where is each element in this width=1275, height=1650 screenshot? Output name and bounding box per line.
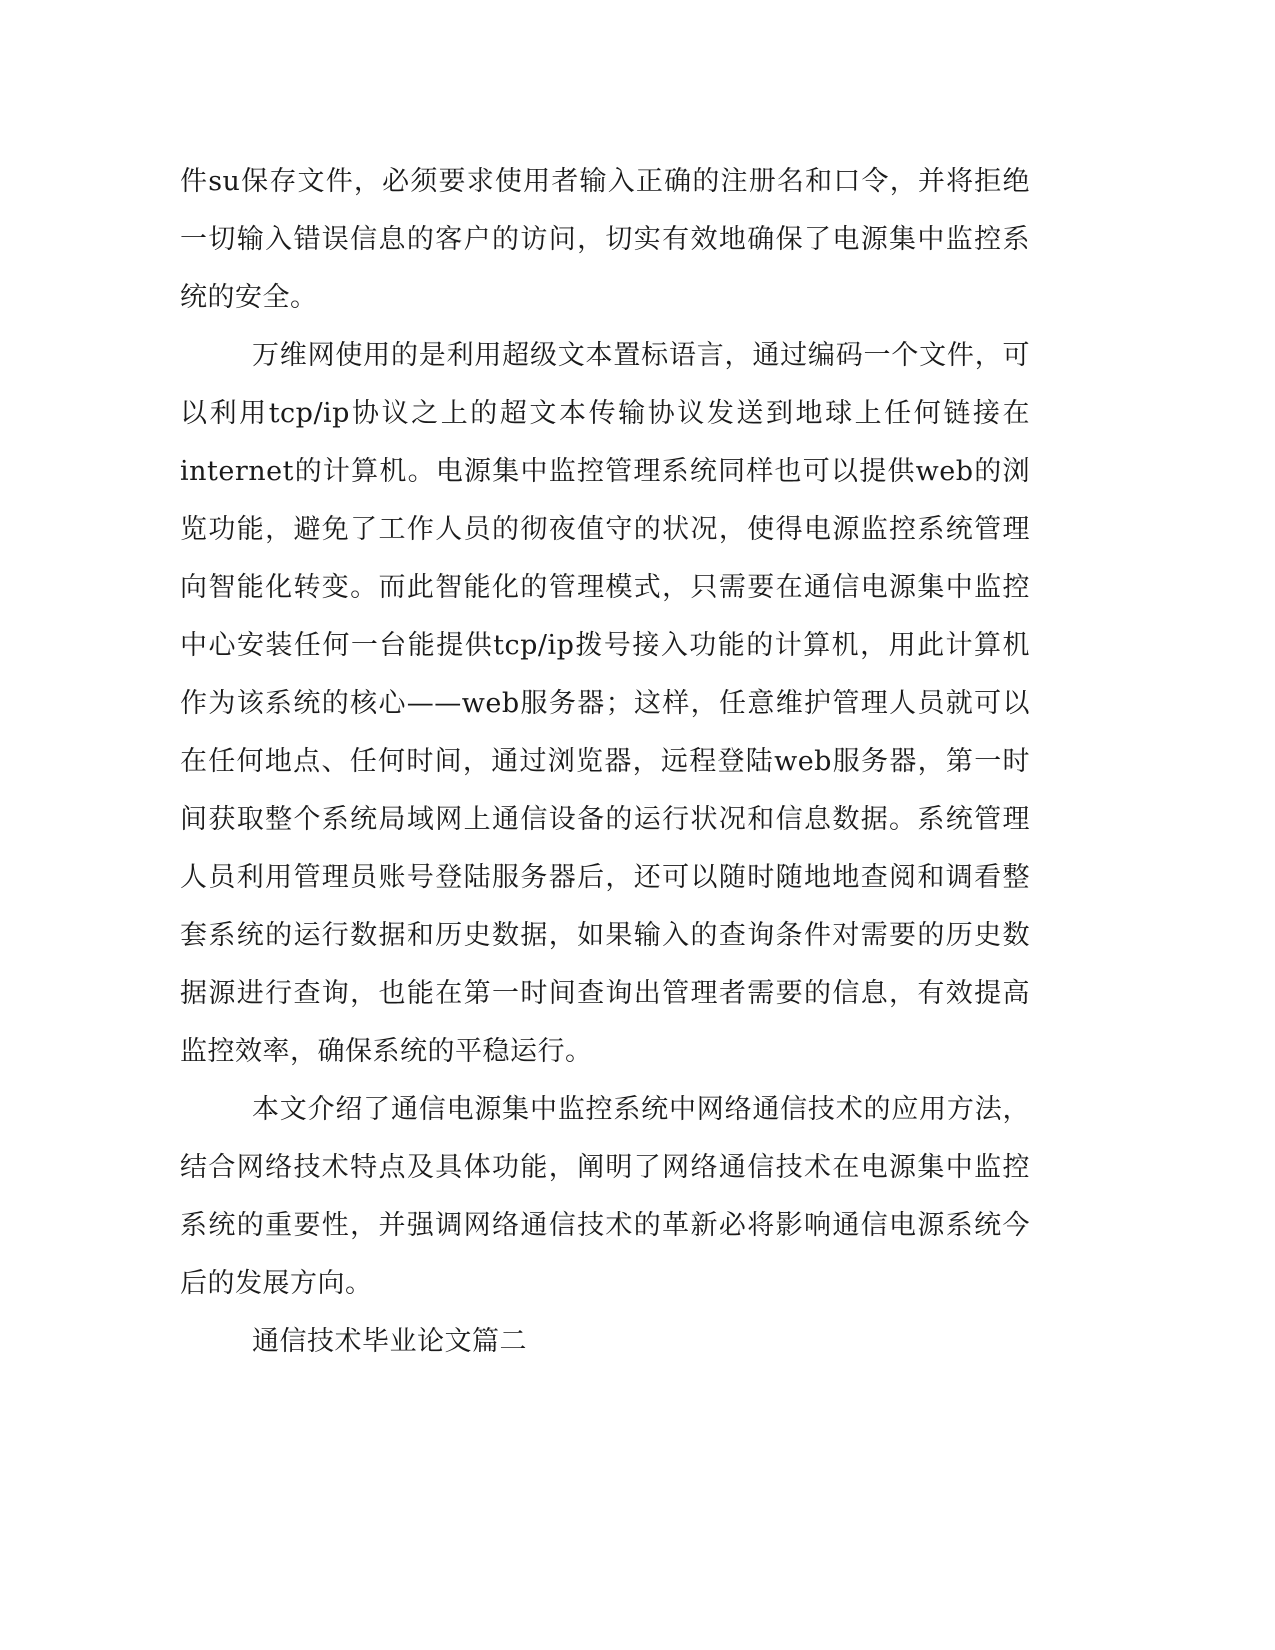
paragraph-web-browsing: 万维网使用的是利用超级文本置标语言，通过编码一个文件，可以利用tcp/ip协议之上的超文本传输协议发送到地球上任何链接在internet的计算机。电源集中监控管理系统同样也可以提供web的浏览功能，避免了工作人员的彻夜值守的状况，使得电源监控系统管理向智能化转变。而此智能化的管理模式，只需要在通信电源集中监控中心安装任何一台能提供tcp/ip拨号接入功能的计算机，用此计算机作为该系统的核心——web服务器；这样，任意维护管理人员就可以在任何地点、任何时间，通过浏览器，远程登陆web服务器，第一时间获取整个系统局域网上通信设备的运行状况和信息数据。系统管理人员利用管理员账号登陆服务器后，还可以随时随地地查阅和调看整套系统的运行数据和历史数据，如果输入的查询条件对需要的历史数据源进行查询，也能在第一时间查询出管理者需要的信息，有效提高监控效率，确保系统的平稳运行。 (180, 340, 1030, 1067)
paragraph-conclusion: 本文介绍了通信电源集中监控系统中网络通信技术的应用方法，结合网络技术特点及具体功能，阐明了网络通信技术在电源集中监控系统的重要性，并强调网络通信技术的革新必将影响通信电源系统今后的发展方向。 (180, 1094, 1030, 1299)
paragraph-continued: 件su保存文件，必须要求使用者输入正确的注册名和口令，并将拒绝一切输入错误信息的客户的访问，切实有效地确保了电源集中监控系统的安全。 (180, 166, 1030, 313)
document-body (180, 153, 1030, 1371)
section-heading: 通信技术毕业论文篇二 (252, 1326, 527, 1357)
